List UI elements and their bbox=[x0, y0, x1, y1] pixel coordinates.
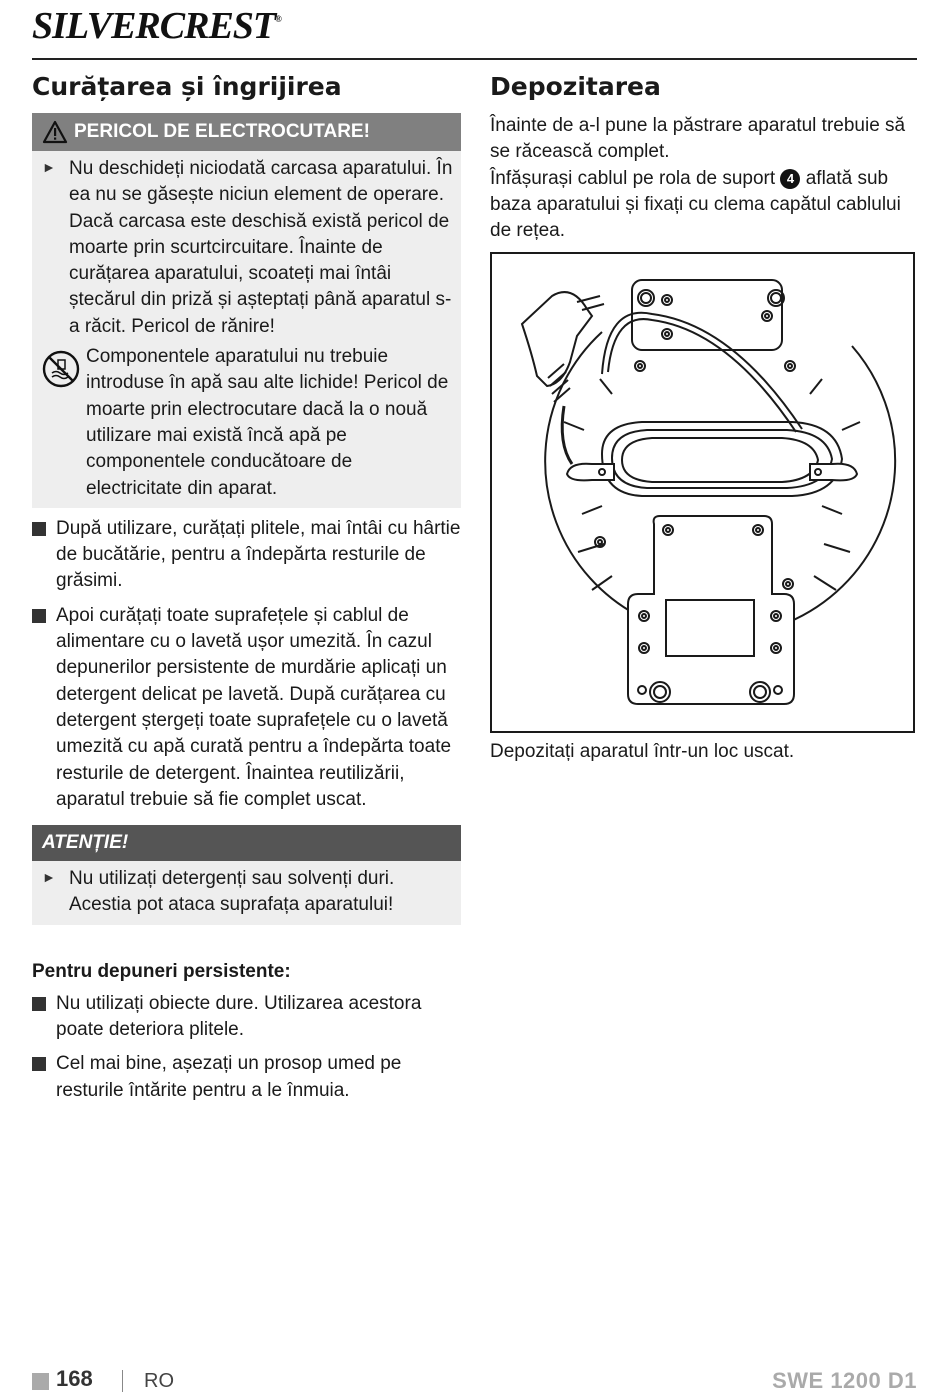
appliance-underside-drawing bbox=[492, 254, 913, 731]
danger-text: Nu deschideți niciodată carcasa aparatului. În ea nu se găsește niciun element de operare. Dacă carcasa este deschisă există pericol de moarte prin scurtcircuitare. Înainte de curățarea aparatului, scoateți mai întâi ștecărul din priză și așteptați până aparatul s-a răcit. Pericol de rănire! bbox=[69, 158, 453, 337]
cable-storage-illustration bbox=[490, 252, 915, 733]
persistent-bullet-text: Cel mai bine, așezați un prosop umed pe resturile întărite pentru a le înmuia. bbox=[56, 1053, 402, 1101]
cleaning-bullet-text: Apoi curățați toate suprafețele și cablul de alimentare cu o lavetă ușor umezită. În cazul depunerilor persistente de murdărie aplicați un detergent delicat pe lavetă. După curățarea cu detergent ștergeți toate suprafețele cu o lavetă umezită cu apă curată pentru a îndepărta toate resturile de detergent. Înaintea reutilizării, aparatul trebuie să fie complet uscat. bbox=[56, 604, 452, 810]
brand-name: SILVERCREST bbox=[32, 5, 276, 47]
arrow-bullet-icon: ► bbox=[42, 869, 56, 886]
brand-logo bbox=[32, 4, 281, 48]
immersion-text: Componentele aparatului nu trebuie introduse în apă sau alte lichide! Pericol de moarte prin electrocutare dacă la o nouă utilizare mai există încă apă pe componentele conducătoare de electricitate din aparat. bbox=[86, 346, 449, 499]
square-bullet-icon bbox=[32, 522, 46, 536]
danger-header bbox=[32, 113, 461, 151]
storage-section bbox=[490, 68, 918, 785]
storage-para-2 bbox=[490, 166, 918, 245]
attention-box bbox=[32, 861, 461, 925]
cleaning-section bbox=[32, 68, 461, 1104]
no-immersion-icon bbox=[42, 344, 86, 502]
persistent-bullet bbox=[32, 991, 461, 1044]
callout-badge: 4 bbox=[780, 169, 800, 189]
storage-para-2-end: aflată sub baza aparatului și fixați cu clema capătul cablului de rețea. bbox=[490, 167, 901, 242]
registered-mark: ® bbox=[275, 14, 281, 24]
square-bullet-icon bbox=[32, 997, 46, 1011]
storage-para-1: Înainte de a-l pune la păstrare aparatul trebuie să se răcească complet. bbox=[490, 115, 906, 163]
arrow-bullet-icon: ► bbox=[42, 159, 56, 175]
danger-label: PERICOL DE ELECTROCUTARE! bbox=[74, 121, 370, 142]
square-bullet-icon bbox=[32, 1057, 46, 1071]
immersion-item bbox=[42, 344, 453, 502]
attention-item bbox=[42, 866, 453, 919]
cleaning-bullet bbox=[32, 603, 461, 813]
storage-para-2-start: Înfășurași cablul pe rola de suport bbox=[490, 167, 781, 189]
header-rule bbox=[32, 58, 917, 60]
page-footer bbox=[32, 1366, 917, 1394]
square-bullet-icon bbox=[32, 609, 46, 623]
attention-header bbox=[32, 825, 461, 861]
language-code: RO bbox=[144, 1370, 174, 1392]
persistent-bullet-text: Nu utilizați obiecte dure. Utilizarea acestora poate deteriora plitele. bbox=[56, 992, 422, 1041]
cleaning-title: Curățarea și îngrijirea bbox=[32, 72, 342, 101]
attention-text: Nu utilizați detergenți sau solvenți duri. Acestia pot ataca suprafața aparatului! bbox=[69, 868, 395, 916]
danger-item bbox=[42, 156, 453, 340]
page-number: 168 bbox=[56, 1366, 93, 1391]
persistent-bullet bbox=[32, 1051, 461, 1104]
attention-label: ATENȚIE! bbox=[42, 832, 129, 854]
danger-box bbox=[32, 151, 461, 508]
footer-square-icon bbox=[32, 1373, 49, 1390]
model-number: SWE 1200 D1 bbox=[772, 1368, 917, 1393]
cleaning-bullet bbox=[32, 516, 461, 595]
footer-divider bbox=[122, 1370, 123, 1392]
warning-triangle-icon bbox=[42, 120, 68, 144]
persistent-subheading: Pentru depuneri persistente: bbox=[32, 960, 291, 982]
storage-title: Depozitarea bbox=[490, 72, 661, 101]
cleaning-bullet-text: După utilizare, curățați plitele, mai întâi cu hârtie de bucătărie, pentru a îndepărta resturile de grăsimi. bbox=[56, 517, 461, 592]
figure-caption: Depozitați aparatul într-un loc uscat. bbox=[490, 741, 795, 763]
